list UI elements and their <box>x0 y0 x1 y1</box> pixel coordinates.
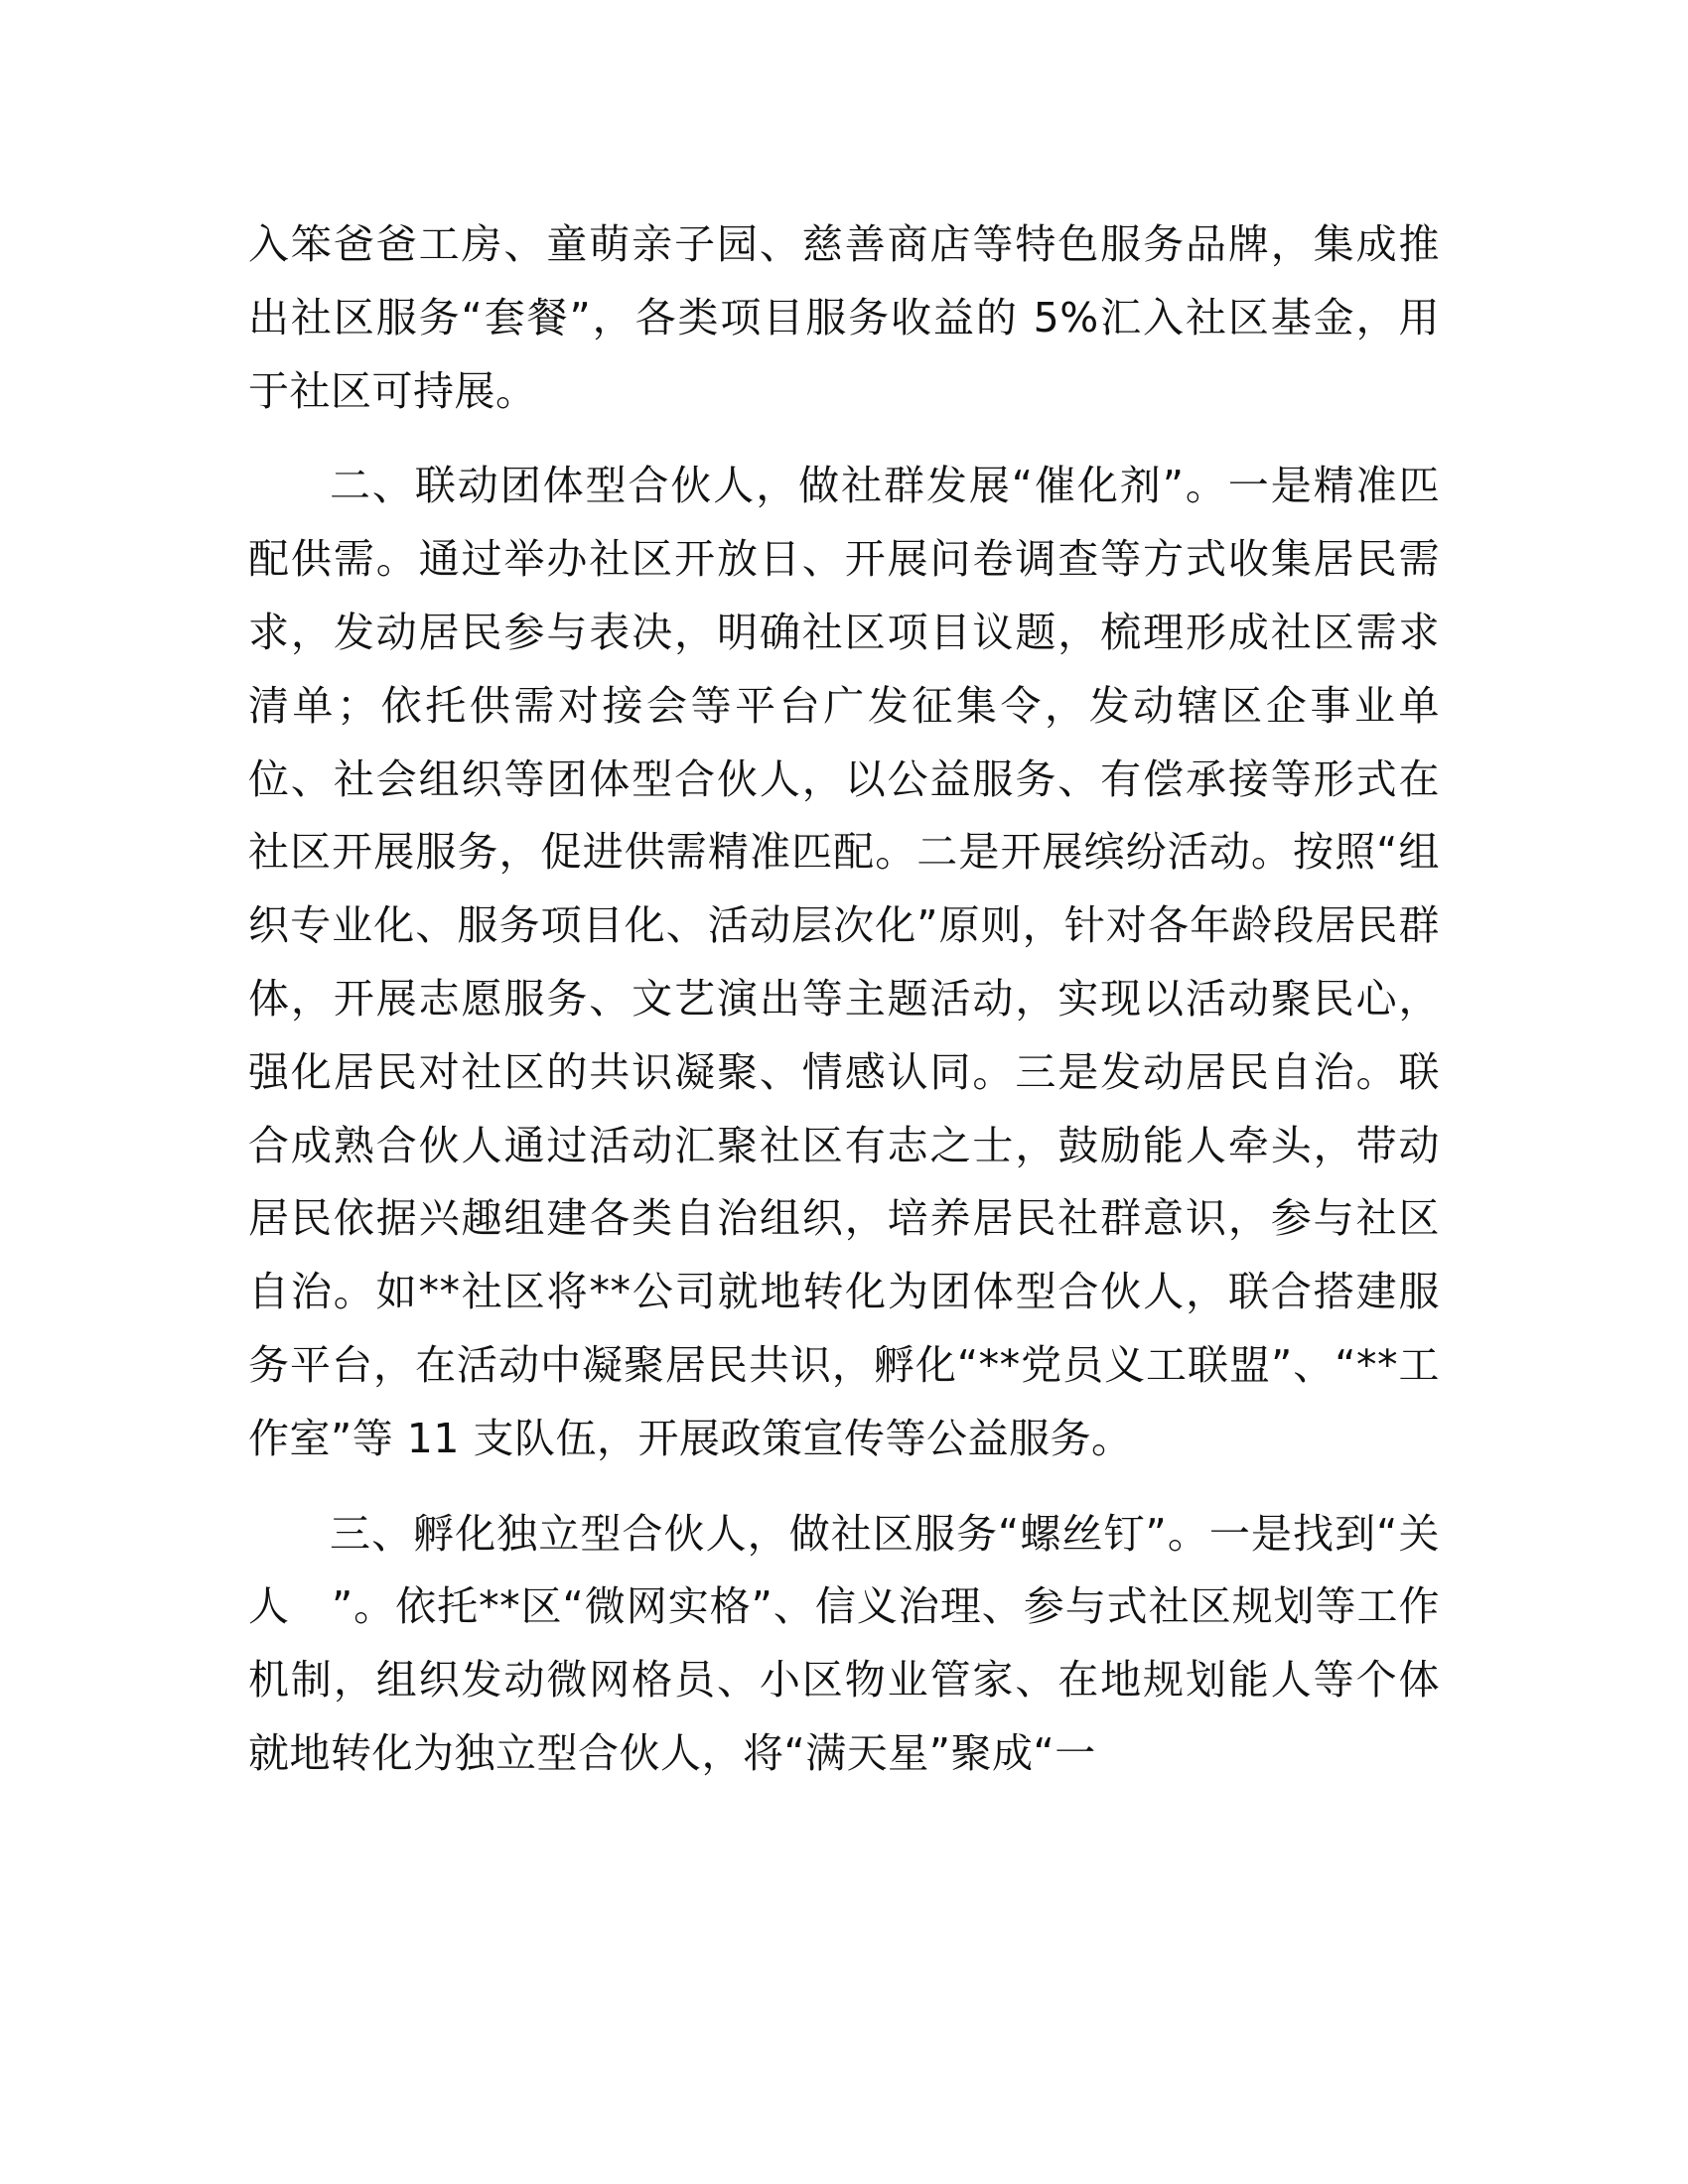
paragraph-1: 入笨爸爸工房、童萌亲子园、慈善商店等特色服务品牌，集成推出社区服务“套餐”，各类项目服务收益的 5%汇入社区基金，用于社区可持展。 <box>248 220 1440 415</box>
paragraph-3: 三、孵化独立型合伙人，做社区服务“螺丝钉”。一是找到“关人 ”。依托**区“微网实格”、信义治理、参与式社区规划等工作机制，组织发动微网格员、小区物业管家、在地规划能人等个体就地转化为独立型合伙人，将“满天星”聚成“一 <box>248 1509 1440 1777</box>
document-body <box>248 208 1440 1791</box>
paragraph-2: 二、联动团体型合伙人，做社群发展“催化剂”。一是精准匹配供需。通过举办社区开放日、开展问卷调查等方式收集居民需求，发动居民参与表决，明确社区项目议题，梳理形成社区需求清单；依托供需对接会等平台广发征集令，发动辖区企事业单位、社会组织等团体型合伙人，以公益服务、有偿承接等形式在社区开展服务，促进供需精准匹配。二是开展缤纷活动。按照“组织专业化、服务项目化、活动层次化”原则，针对各年龄段居民群体，开展志愿服务、文艺演出等主题活动，实现以活动聚民心，强化居民对社区的共识凝聚、情感认同。三是发动居民自治。联合成熟合伙人通过活动汇聚社区有志之士，鼓励能人牵头，带动居民依据兴趣组建各类自治组织，培养居民社群意识，参与社区自治。如**社区将**公司就地转化为团体型合伙人，联合搭建服务平台，在活动中凝聚居民共识，孵化“**党员义工联盟”、“**工作室”等 11 支队伍，开展政策宣传等公益服务。 <box>248 462 1440 1462</box>
